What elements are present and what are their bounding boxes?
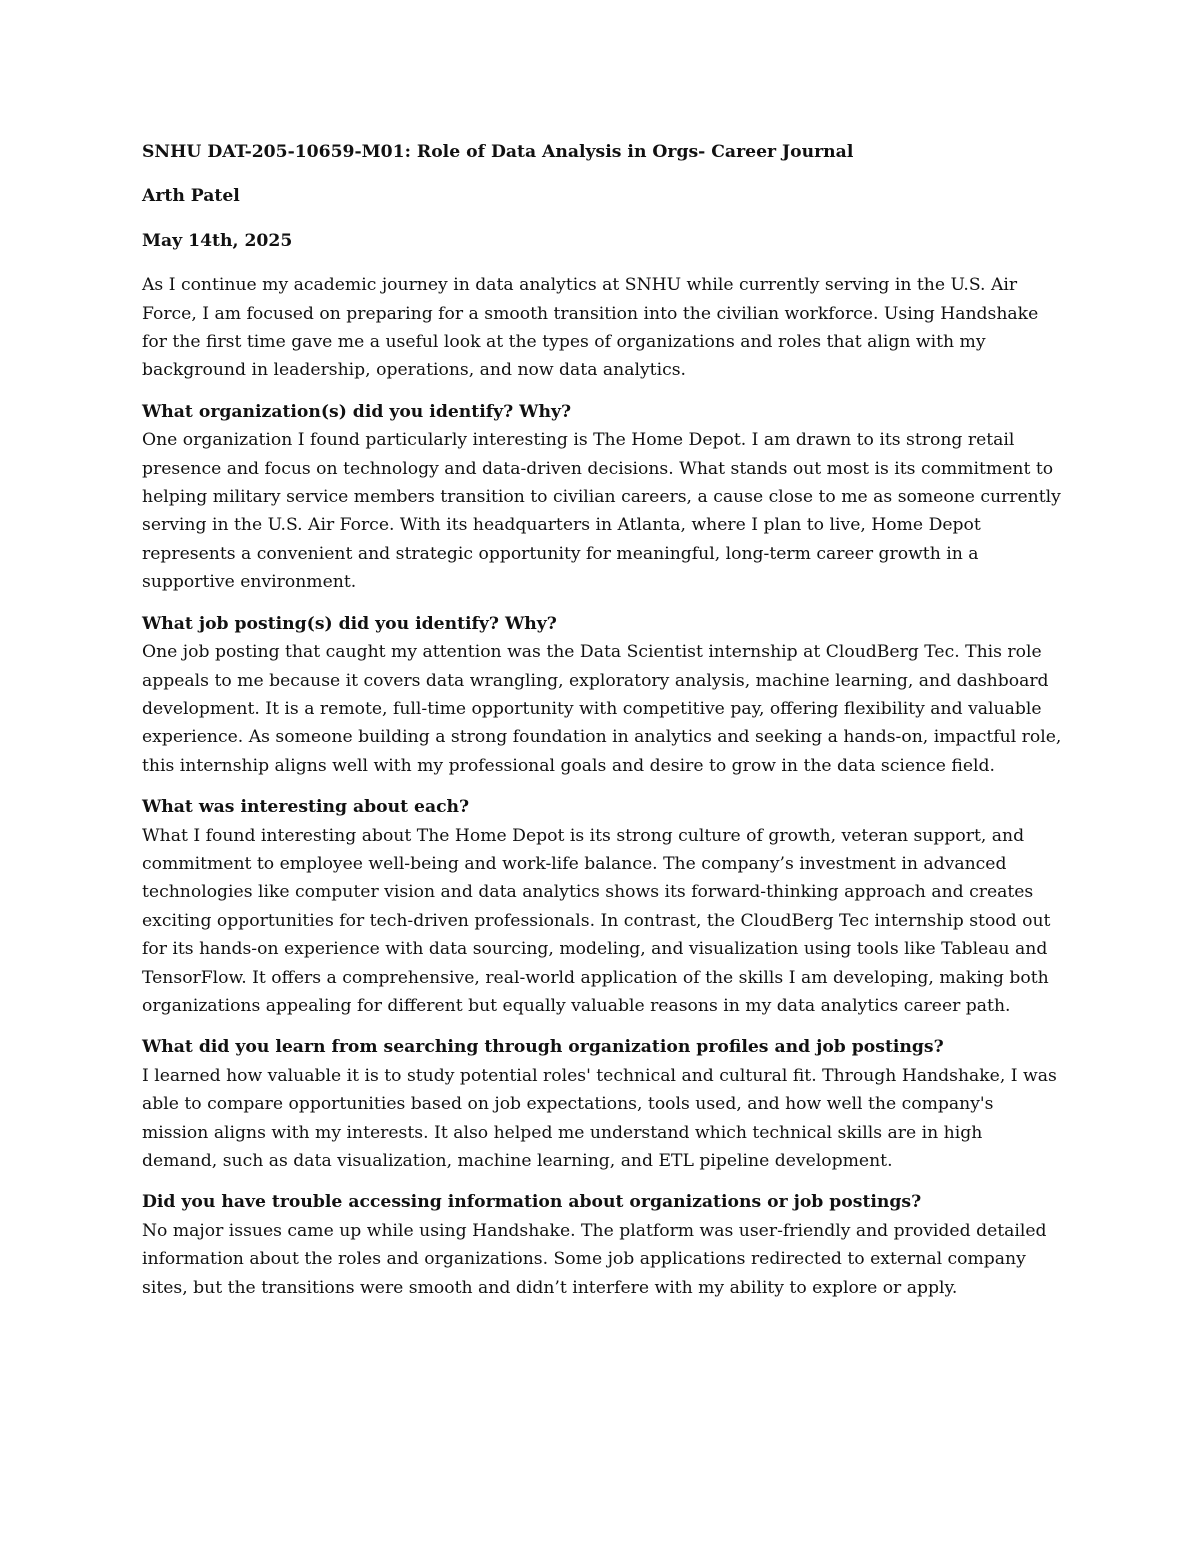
section-question: What was interesting about each? [142, 797, 470, 818]
section-question: Did you have trouble accessing information about organizations or job postings? [142, 1192, 922, 1213]
section-question: What job posting(s) did you identify? Why? [142, 613, 557, 634]
section-trouble [142, 1188, 1062, 1302]
section-question: What organization(s) did you identify? Why? [142, 401, 572, 422]
section-question: What did you learn from searching through organization profiles and job postings? [142, 1037, 944, 1058]
section-answer: No major issues came up while using Handshake. The platform was user-friendly and provided detailed information about the roles and organizations. Some job applications redirected to external company sites, but the transitions were smooth and didn’t interfere with my ability to explore or apply. [142, 1220, 1047, 1298]
section-interesting [142, 793, 1062, 1020]
section-answer: One organization I found particularly interesting is The Home Depot. I am drawn to its strong retail presence and focus on technology and data-driven decisions. What stands out most is its commitment to helping military service members transition to civilian careers, a cause close to me as someone currently serving in the U.S. Air Force. With its headquarters in Atlanta, where I plan to live, Home Depot represents a convenient and strategic opportunity for meaningful, long-term career growth in a supportive environment. [142, 430, 1061, 593]
document-date: May 14th, 2025 [142, 230, 293, 251]
section-organizations [142, 398, 1062, 597]
section-answer: What I found interesting about The Home Depot is its strong culture of growth, veteran support, and commitment to employee well-being and work-life balance. The company’s investment in advanced technologies like computer vision and data analytics shows its forward-thinking approach and creates exciting opportunities for tech-driven professionals. In contrast, the CloudBerg Tec internship stood out for its hands-on experience with data sourcing, modeling, and visualization using tools like Tableau and TensorFlow. It offers a comprehensive, real-world application of the skills I am developing, making both organizations appealing for different but equally valuable reasons in my data analytics career path. [142, 825, 1051, 1016]
document-body [142, 138, 1062, 1315]
section-answer: I learned how valuable it is to study potential roles' technical and cultural fit. Through Handshake, I was able to compare opportunities based on job expectations, tools used, and how well the company's mission aligns with my interests. It also helped me understand which technical skills are in high demand, such as data visualization, machine learning, and ETL pipeline development. [142, 1065, 1057, 1171]
section-learned [142, 1033, 1062, 1175]
section-answer: One job posting that caught my attention was the Data Scientist internship at CloudBerg Tec. This role appeals to me because it covers data wrangling, exploratory analysis, machine learning, and dashboard development. It is a remote, full-time opportunity with competitive pay, offering flexibility and valuable experience. As someone building a strong foundation in analytics and seeking a hands-on, impactful role, this internship aligns well with my professional goals and desire to grow in the data science field. [142, 642, 1062, 776]
intro-paragraph: As I continue my academic journey in data analytics at SNHU while currently serving in the U.S. Air Force, I am focused on preparing for a smooth transition into the civilian workforce. Using Handshake for the first time gave me a useful look at the types of organizations and roles that align with my background in leadership, operations, and now data analytics. [142, 275, 1039, 381]
section-job-postings [142, 610, 1062, 780]
document-title: SNHU DAT-205-10659-M01: Role of Data Analysis in Orgs- Career Journal [142, 142, 854, 162]
author-name: Arth Patel [142, 186, 240, 207]
